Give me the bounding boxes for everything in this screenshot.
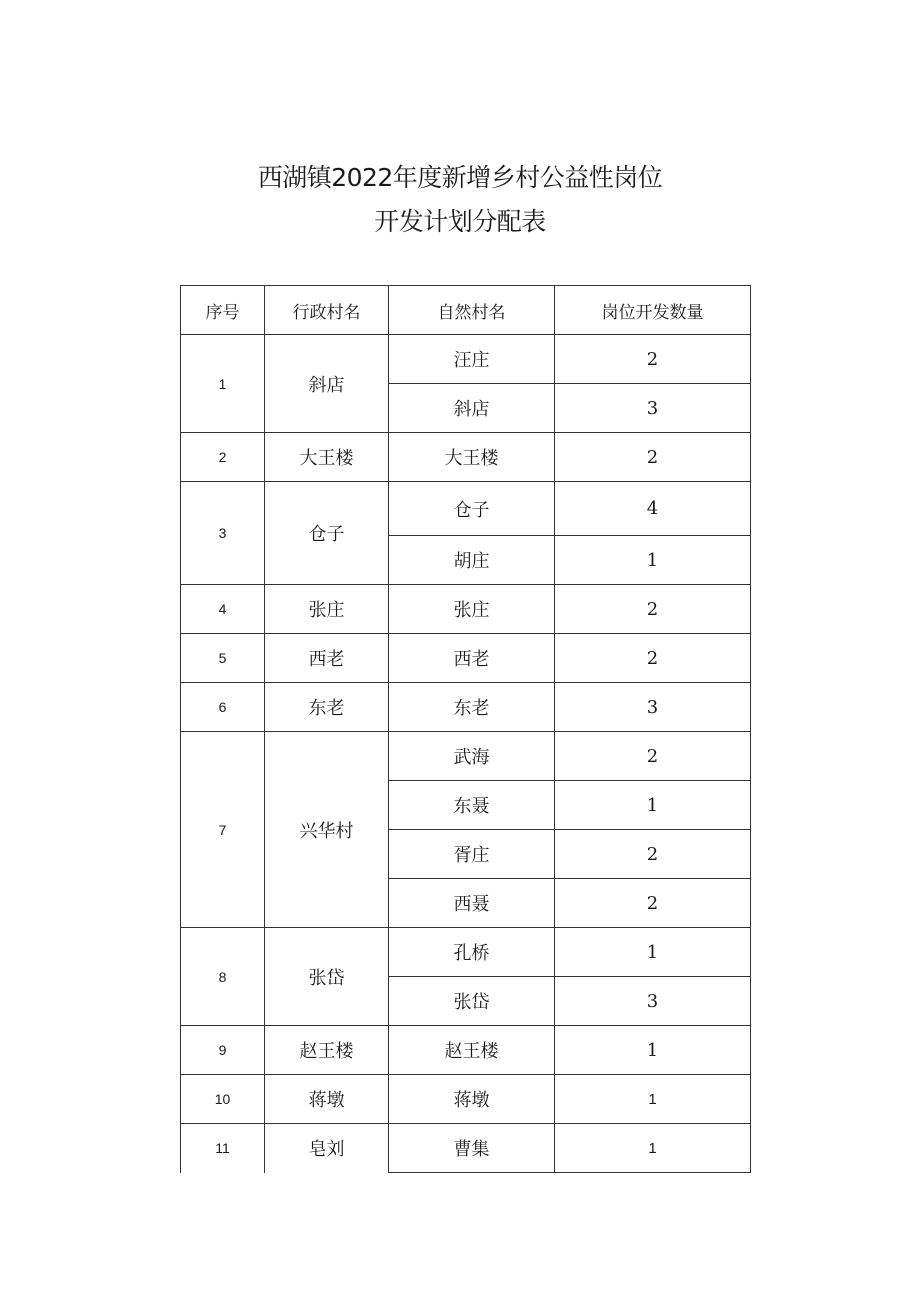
seq-cell: 2 — [181, 433, 265, 482]
admin-village-cell: 仓子 — [265, 482, 389, 585]
natural-village-cell: 西老 — [389, 634, 555, 683]
post-count-cell: 2 — [555, 830, 751, 879]
table-row — [181, 482, 751, 536]
seq-cell: 1 — [181, 335, 265, 433]
table-row — [181, 433, 751, 482]
table-row — [181, 634, 751, 683]
header-admin-village: 行政村名 — [265, 286, 389, 335]
admin-village-cell: 皂刘 — [265, 1124, 389, 1173]
seq-cell: 11 — [181, 1124, 265, 1173]
post-count-cell: 2 — [555, 634, 751, 683]
table-row — [181, 683, 751, 732]
post-count-cell: 1 — [555, 1026, 751, 1075]
post-count-cell: 2 — [555, 879, 751, 928]
seq-cell: 8 — [181, 928, 265, 1026]
table-row — [181, 1124, 751, 1173]
table-row — [181, 732, 751, 781]
seq-cell: 6 — [181, 683, 265, 732]
post-count-cell: 1 — [555, 928, 751, 977]
header-natural-village: 自然村名 — [389, 286, 555, 335]
post-count-cell: 3 — [555, 683, 751, 732]
seq-cell: 5 — [181, 634, 265, 683]
seq-cell: 10 — [181, 1075, 265, 1124]
seq-cell: 9 — [181, 1026, 265, 1075]
table-row — [181, 928, 751, 977]
natural-village-cell: 曹集 — [389, 1124, 555, 1173]
admin-village-cell: 蒋墩 — [265, 1075, 389, 1124]
admin-village-cell: 兴华村 — [265, 732, 389, 928]
header-row — [181, 286, 751, 335]
natural-village-cell: 东老 — [389, 683, 555, 732]
natural-village-cell: 武海 — [389, 732, 555, 781]
post-count-cell: 3 — [555, 384, 751, 433]
natural-village-cell: 胥庄 — [389, 830, 555, 879]
seq-cell: 4 — [181, 585, 265, 634]
post-count-cell: 4 — [555, 482, 751, 536]
admin-village-cell: 赵王楼 — [265, 1026, 389, 1075]
seq-cell: 7 — [181, 732, 265, 928]
natural-village-cell: 孔桥 — [389, 928, 555, 977]
natural-village-cell: 东聂 — [389, 781, 555, 830]
post-count-cell: 1 — [555, 781, 751, 830]
natural-village-cell: 赵王楼 — [389, 1026, 555, 1075]
table-row — [181, 585, 751, 634]
document-subtitle: 开发计划分配表 — [374, 207, 546, 236]
header-seq: 序号 — [181, 286, 265, 335]
admin-village-cell: 西老 — [265, 634, 389, 683]
admin-village-cell: 张庄 — [265, 585, 389, 634]
seq-cell: 3 — [181, 482, 265, 585]
natural-village-cell: 胡庄 — [389, 536, 555, 585]
natural-village-cell: 西聂 — [389, 879, 555, 928]
table-row — [181, 1026, 751, 1075]
table-row — [181, 335, 751, 384]
post-count-cell: 2 — [555, 335, 751, 384]
admin-village-cell: 张岱 — [265, 928, 389, 1026]
admin-village-cell: 斜店 — [265, 335, 389, 433]
header-post-count: 岗位开发数量 — [555, 286, 751, 335]
table-row — [181, 1075, 751, 1124]
post-count-cell: 2 — [555, 433, 751, 482]
allocation-table — [180, 285, 751, 1173]
post-count-cell: 2 — [555, 585, 751, 634]
post-count-cell: 1 — [555, 1075, 751, 1124]
document-title: 西湖镇2022年度新增乡村公益性岗位 — [257, 163, 663, 192]
natural-village-cell: 张庄 — [389, 585, 555, 634]
admin-village-cell: 大王楼 — [265, 433, 389, 482]
post-count-cell: 3 — [555, 977, 751, 1026]
post-count-cell: 1 — [555, 536, 751, 585]
natural-village-cell: 仓子 — [389, 482, 555, 536]
admin-village-cell: 东老 — [265, 683, 389, 732]
natural-village-cell: 蒋墩 — [389, 1075, 555, 1124]
post-count-cell: 2 — [555, 732, 751, 781]
natural-village-cell: 张岱 — [389, 977, 555, 1026]
natural-village-cell: 汪庄 — [389, 335, 555, 384]
natural-village-cell: 大王楼 — [389, 433, 555, 482]
post-count-cell: 1 — [555, 1124, 751, 1173]
natural-village-cell: 斜店 — [389, 384, 555, 433]
